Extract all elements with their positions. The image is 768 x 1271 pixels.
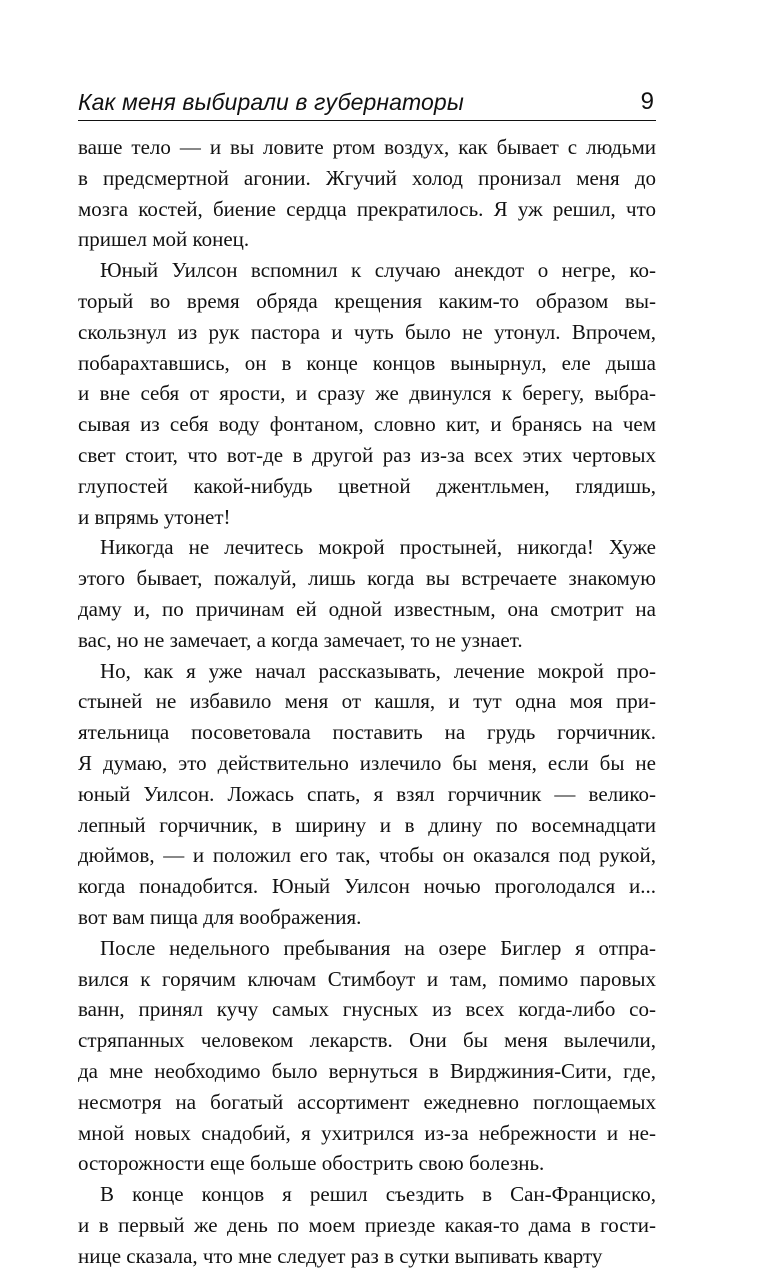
text-line: Юный Уилсон вспомнил к случаю анекдот о негре, ко- [100,258,656,283]
text-line: несмотря на богатый ассортимент ежедневно поглощаемых [78,1089,656,1114]
paragraph [78,255,656,532]
paragraph [78,933,656,1179]
text-line: нице сказала, что мне следует раз в сутки выпивать кварту [78,1243,603,1268]
text-line: лепный горчичник, в ширину и в длину по восемнадцати [78,812,656,837]
text-line: Но, как я уже начал рассказывать, лечение мокрой про- [100,658,656,683]
paragraph [78,1179,656,1271]
paragraph [78,132,656,255]
paragraph [78,656,656,933]
text-line: ваше тело — и вы ловите ртом воздух, как бывает с людьми [78,135,656,159]
text-line: сывая из себя воду фонтаном, словно кит, и бранясь на чем [78,412,656,437]
text-line: Никогда не лечитесь мокрой простыней, никогда! Хуже [100,535,656,560]
text-line: мной новых снадобий, я ухитрился из-за небрежности и не- [78,1120,656,1145]
text-line: побарахтавшись, он в конце концов вынырнул, еле дыша [78,350,656,375]
text-line: осторожности еще больше обострить свою болезнь. [78,1151,545,1176]
text-line: и в первый же день по моем приезде какая-то дама в гости- [78,1212,656,1237]
text-line: стыней не избавило меня от кашля, и тут одна моя при- [78,689,656,714]
text-line: юный Уилсон. Ложась спать, я взял горчичник — велико- [78,781,656,806]
text-line: стряпанных человеком лекарств. Они бы меня вылечили, [78,1028,656,1053]
text-line: В конце концов я решил съездить в Сан-Франциско, [100,1182,656,1207]
text-line: торый во время обряда крещения каким-то образом вы- [78,288,656,313]
body-text [78,132,656,1271]
text-line: скользнул из рук пастора и чуть было не утонул. Впрочем, [78,319,656,344]
text-line: вот вам пища для воображения. [78,904,362,929]
text-line: этого бывает, пожалуй, лишь когда вы встречаете знакомую [78,566,656,591]
text-line: вас, но не замечает, а когда замечает, то не узнает. [78,627,523,652]
paragraph [78,532,656,655]
text-line: в предсмертной агонии. Жгучий холод пронизал меня до [78,165,656,190]
text-line: свет стоит, что вот-де в другой раз из-за всех этих чертовых [78,442,656,467]
running-title: Как меня выбирали в губернаторы [78,89,464,115]
text-line: дюймов, — и положил его так, чтобы он оказался под рукой, [78,843,656,868]
text-line: и вне себя от ярости, и сразу же двинулся к берегу, выбра- [78,381,656,406]
text-line: мозга костей, биение сердца прекратилось. Я уж решил, что [78,196,656,221]
text-line: После недельного пребывания на озере Биглер я отпра- [100,935,656,960]
running-header [78,84,656,121]
text-line: даму и, по причинам ей одной известным, она смотрит на [78,596,656,621]
text-line: вился к горячим ключам Стимбоут и там, помимо паровых [78,966,656,991]
text-line: когда понадобится. Юный Уилсон ночью проголодался и... [78,874,656,899]
text-line: и впрямь утонет! [78,504,231,529]
text-line: пришел мой конец. [78,227,250,252]
text-line: глупостей какой-нибудь цветной джентльмен, глядишь, [78,473,656,498]
text-line: да мне необходимо было вернуться в Вирджиния-Сити, где, [78,1058,656,1083]
text-line: ванн, принял кучу самых гнусных из всех когда-либо со- [78,997,656,1022]
text-line: Я думаю, это действительно излечило бы меня, если бы не [78,750,656,775]
page-number: 9 [640,88,654,115]
text-line: ятельница посоветовала поставить на грудь горчичник. [78,720,656,745]
